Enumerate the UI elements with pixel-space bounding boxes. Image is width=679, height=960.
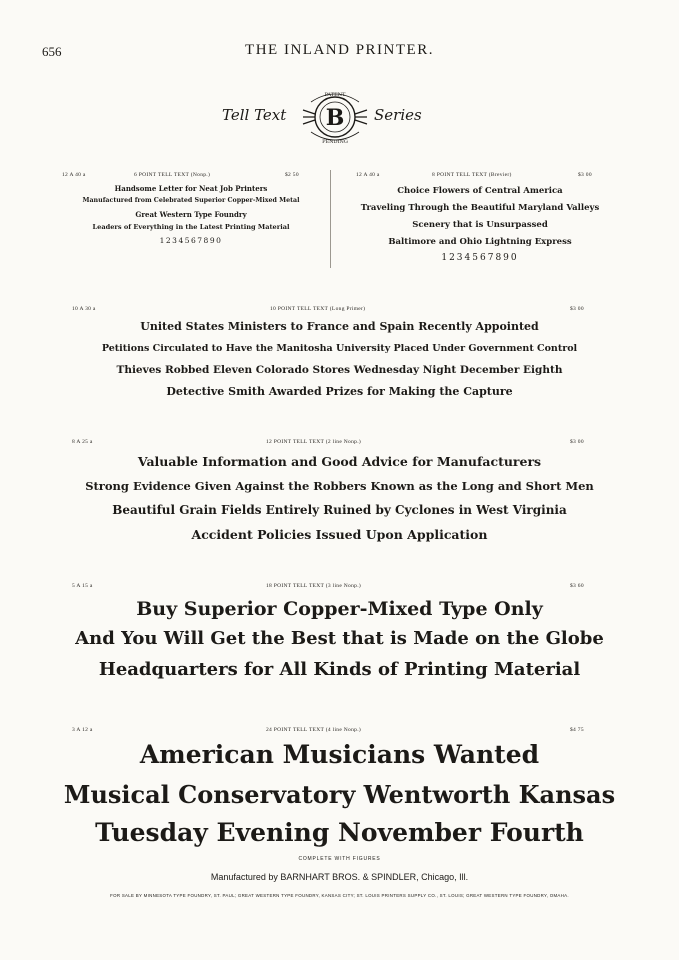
- specimen-line: Valuable Information and Good Advice for Manufacturers: [137, 454, 542, 469]
- specimen-line: Traveling Through the Beautiful Maryland Valleys: [360, 203, 600, 213]
- specimen-quantity: 5 A 15 a: [72, 583, 93, 589]
- specimen-size-label: [134, 172, 210, 178]
- specimen-quantity: 12 A 40 a: [356, 172, 380, 178]
- specimen-line: Baltimore and Ohio Lightning Express: [388, 237, 572, 247]
- size-label-text: 18 POINT TELL TEXT: [266, 583, 325, 589]
- specimen-quantity: 3 A 12 a: [72, 727, 93, 733]
- specimen-line: Headquarters for All Kinds of Printing Material: [98, 659, 581, 680]
- size-label-text: 8 POINT TELL TEXT: [432, 172, 488, 178]
- specimen-line: Detective Smith Awarded Prizes for Making the Capture: [166, 385, 513, 398]
- body-name-text: (Long Primer): [329, 306, 366, 312]
- specimen-line: Beautiful Grain Fields Entirely Ruined by Cyclones in West Virginia: [112, 503, 567, 517]
- size-label-text: 6 POINT TELL TEXT: [134, 172, 190, 178]
- series-title-right: Series: [374, 106, 422, 124]
- specimen-quantity: 12 A 40 a: [62, 172, 86, 178]
- specimen-size-label: [432, 172, 512, 178]
- size-label-text: 12 POINT TELL TEXT: [266, 439, 325, 445]
- emblem-bottom-text: PENDING: [322, 139, 348, 145]
- body-name-text: (3 line Nonp.): [325, 583, 362, 589]
- patent-emblem: [299, 88, 371, 146]
- specimen-quantity: 8 A 25 a: [72, 439, 93, 445]
- specimen-line: Thieves Robbed Eleven Colorado Stores Wednesday Night December Eighth: [116, 364, 563, 376]
- body-name-text: (Brevier): [488, 172, 512, 178]
- manufacturer-line: Manufactured by BARNHART BROS. & SPINDLER, Chicago, Ill.: [210, 872, 469, 882]
- specimen-price: $3 00: [570, 306, 584, 312]
- emblem-graphic: [299, 88, 371, 146]
- specimen-figures: 1234567890: [159, 236, 223, 245]
- specimen-line: Manufactured from Celebrated Superior Copper-Mixed Metal: [82, 197, 300, 204]
- specimen-line: Great Western Type Foundry: [135, 210, 247, 219]
- specimen-line: American Musicians Wanted: [139, 740, 540, 769]
- specimen-size-label: [266, 583, 361, 589]
- specimen-price: $4 75: [570, 727, 584, 733]
- specimen-price: $2 50: [285, 172, 299, 178]
- specimen-size-label: [266, 727, 361, 733]
- size-label-text: 10 POINT TELL TEXT: [270, 306, 329, 312]
- specimen-line: Handsome Letter for Neat Job Printers: [114, 184, 268, 193]
- size-label-text: 24 POINT TELL TEXT: [266, 727, 325, 733]
- specimen-line: United States Ministers to France and Spain Recently Appointed: [140, 320, 539, 333]
- specimen-price: $3 60: [570, 583, 584, 589]
- emblem-monogram: B: [325, 105, 345, 131]
- specimen-line: Leaders of Everything in the Latest Printing Material: [92, 223, 290, 231]
- specimen-size-label: [270, 306, 365, 312]
- specimen-line: Buy Superior Copper-Mixed Type Only: [136, 598, 543, 620]
- specimen-price: $3 00: [570, 439, 584, 445]
- agents-line: FOR SALE BY MINNESOTA TYPE FOUNDRY, ST. PAUL; GREAT WESTERN TYPE FOUNDRY, KANSAS CITY; ST. LOUIS PRINTERS SUPPLY CO., ST. LOUIS; GREAT WESTERN TYPE FOUNDRY, OMAHA.: [110, 893, 569, 898]
- specimen-line: Tuesday Evening November Fourth: [95, 818, 584, 847]
- series-title-left: Tell Text: [222, 106, 287, 124]
- body-name-text: (Nonp.): [190, 172, 211, 178]
- emblem-top-text: PATENT: [324, 92, 346, 98]
- specimen-quantity: 10 A 30 a: [72, 306, 96, 312]
- column-divider: [330, 170, 331, 268]
- specimen-line: Accident Policies Issued Upon Application: [191, 527, 488, 542]
- specimen-price: $3 00: [578, 172, 592, 178]
- figures-note: COMPLETE WITH FIGURES: [298, 856, 381, 862]
- body-name-text: (4 line Nonp.): [325, 727, 362, 733]
- specimen-size-label: [266, 439, 361, 445]
- specimen-line: Scenery that is Unsurpassed: [412, 220, 548, 230]
- body-name-text: (2 line Nonp.): [325, 439, 362, 445]
- specimen-figures: 1234567890: [441, 253, 519, 263]
- specimen-line: Strong Evidence Given Against the Robbers Known as the Long and Short Men: [85, 479, 594, 493]
- specimen-line: Choice Flowers of Central America: [397, 186, 563, 196]
- specimen-line: Musical Conservatory Wentworth Kansas: [63, 780, 616, 809]
- page-number: 656: [42, 44, 62, 59]
- specimen-line: Petitions Circulated to Have the Manitosha University Placed Under Government Control: [101, 343, 578, 354]
- specimen-line: And You Will Get the Best that is Made on the Globe: [75, 628, 604, 649]
- running-title: THE INLAND PRINTER.: [245, 42, 434, 58]
